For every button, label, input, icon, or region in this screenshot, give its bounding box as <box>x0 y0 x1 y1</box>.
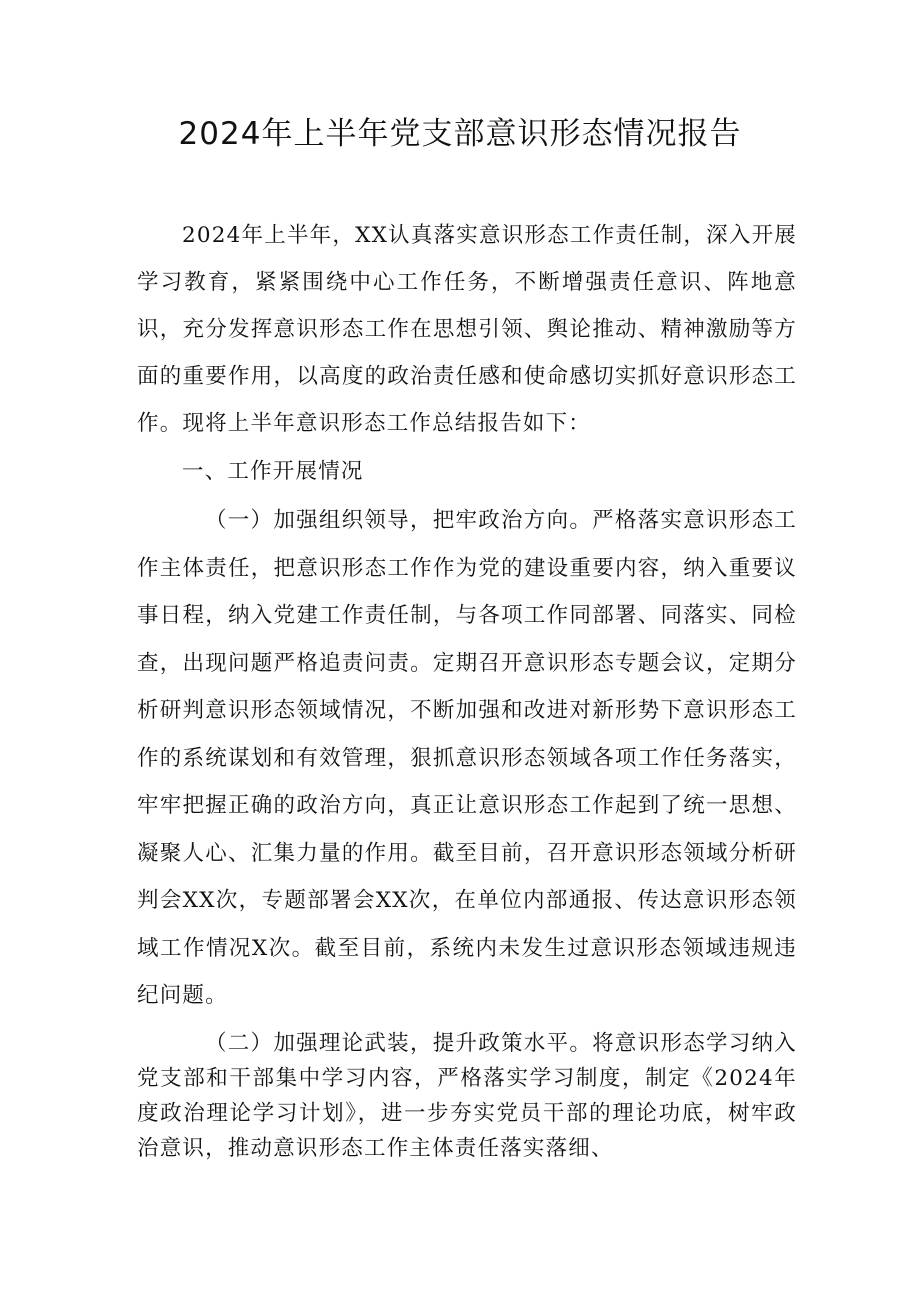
paragraph-organization-leadership: （一）加强组织领导，把牢政治方向。严格落实意识形态工作主体责任，把意识形态工作作为党的建设重要内容，纳入重要议事日程，纳入党建工作责任制，与各项工作同部署、同落实、同检查，出现问题严格追责问责。定期召开意识形态专题会议，定期分析研判意识形态领域情况，不断加强和改进对新形势下意识形态工作的系统谋划和有效管理，狠抓意识形态领域各项工作任务落实，牢牢把握正确的政治方向，真正让意识形态工作起到了统一思想、凝聚人心、汇集力量的作用。截至目前，召开意识形态领域分析研判会XX次，专题部署会XX次，在单位内部通报、传达意识形态领域工作情况X次。截至目前，系统内未发生过意识形态领域违规违纪问题。 <box>137 508 797 1008</box>
document-title: 2024年上半年党支部意识形态情况报告 <box>178 116 742 152</box>
paragraph-theory-study: （二）加强理论武装，提升政策水平。将意识形态学习纳入党支部和干部集中学习内容，严格落实学习制度，制定《2024年度政治理论学习计划》，进一步夯实党员干部的理论功底，树牢政治意识，推动意识形态工作主体责任落实落细、 <box>137 1031 797 1161</box>
section-heading-work-progress: 一、工作开展情况 <box>182 459 364 484</box>
intro-paragraph: 2024年上半年，XX认真落实意识形态工作责任制，深入开展学习教育，紧紧围绕中心工作任务，不断增强责任意识、阵地意识，充分发挥意识形态工作在思想引领、舆论推动、精神激励等方面的重要作用，以高度的政治责任感和使命感切实抓好意识形态工作。现将上半年意识形态工作总结报告如下： <box>137 223 797 436</box>
